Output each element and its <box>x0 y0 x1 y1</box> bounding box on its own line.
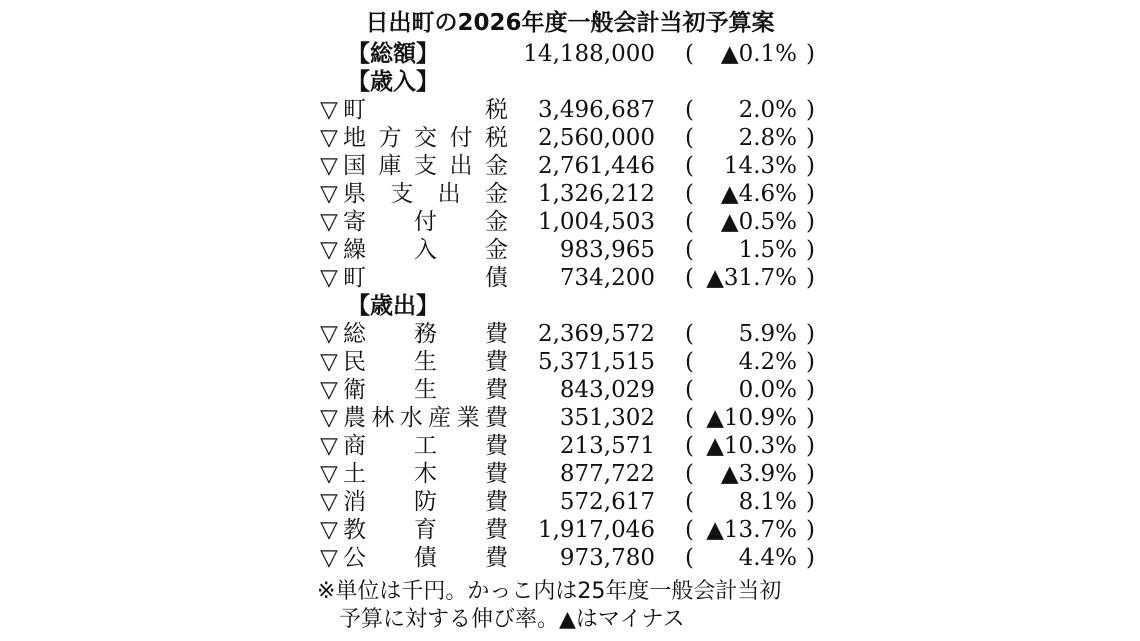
row-amount: 1,917,046 <box>537 517 655 543</box>
footnote-line-2: 予算に対する伸び率。▲はマイナス <box>317 607 685 632</box>
row-amount: 2,761,446 <box>537 153 655 179</box>
table-row: ▽ 町 税 3,496,687 ( 2.0% ) <box>305 96 835 124</box>
total-row: 【総額】 14,188,000 ( ▲0.1% ) <box>347 41 815 67</box>
row-change-value: 2.0% <box>738 97 797 123</box>
triangle-marker-icon: ▽ <box>320 461 338 487</box>
row-label: 総 務 費 <box>343 321 508 347</box>
table-row: ▽ 公 債 費 973,780 ( 4.4% ) <box>305 544 835 572</box>
row-amount: 843,029 <box>559 377 655 403</box>
table-row: ▽ 町 債 734,200 ( ▲31.7% ) <box>305 264 835 292</box>
triangle-marker-icon: ▽ <box>320 97 338 123</box>
triangle-marker-icon: ▽ <box>320 153 338 179</box>
row-label: 町 債 <box>343 265 508 291</box>
table-row: ▽ 教 育 費 1,917,046 ( ▲13.7% ) <box>305 516 835 544</box>
table-row: ▽ 寄 付 金 1,004,503 ( ▲0.5% ) <box>305 208 835 236</box>
row-change-value: ▲10.3% <box>706 433 797 459</box>
footnote-line-1: ※単位は千円。かっこ内は25年度一般会計当初 <box>317 579 782 604</box>
triangle-marker-icon: ▽ <box>320 489 338 515</box>
row-amount: 1,326,212 <box>537 181 655 207</box>
page-title: 日出町の2026年度一般会計当初予算案 <box>365 10 775 36</box>
row-amount: 2,560,000 <box>537 125 655 151</box>
row-amount: 983,965 <box>559 237 655 263</box>
expenditure-header: 【歳出】 <box>347 293 439 319</box>
row-label: 県 支 出 金 <box>343 181 508 207</box>
revenue-header-row <box>305 68 835 96</box>
row-change-value: 0.0% <box>738 377 797 403</box>
table-row: ▽ 国 庫 支 出 金 2,761,446 ( 14.3% ) <box>305 152 835 180</box>
table-row: ▽ 総 務 費 2,369,572 ( 5.9% ) <box>305 320 835 348</box>
triangle-marker-icon: ▽ <box>320 181 338 207</box>
row-amount: 734,200 <box>559 265 655 291</box>
row-amount: 877,722 <box>559 461 655 487</box>
row-amount: 572,617 <box>559 489 655 515</box>
triangle-marker-icon: ▽ <box>320 125 338 151</box>
row-label: 商 工 費 <box>343 433 508 459</box>
table-row: ▽ 商 工 費 213,571 ( ▲10.3% ) <box>305 432 835 460</box>
table-row: ▽ 消 防 費 572,617 ( 8.1% ) <box>305 488 835 516</box>
expenditure-header-row <box>305 292 835 320</box>
row-label: 寄 付 金 <box>343 209 508 235</box>
table-row: ▽ 県 支 出 金 1,326,212 ( ▲4.6% ) <box>305 180 835 208</box>
row-label: 地 方 交 付 税 <box>343 125 508 151</box>
row-label: 公 債 費 <box>343 545 508 571</box>
triangle-marker-icon: ▽ <box>320 265 338 291</box>
triangle-marker-icon: ▽ <box>320 405 338 431</box>
row-label: 教 育 費 <box>343 517 508 543</box>
table-row: ▽ 農 林 水 産 業 費 351,302 ( ▲10.9% ) <box>305 404 835 432</box>
triangle-marker-icon: ▽ <box>320 433 338 459</box>
triangle-marker-icon: ▽ <box>320 517 338 543</box>
row-label: 衛 生 費 <box>343 377 508 403</box>
triangle-marker-icon: ▽ <box>320 209 338 235</box>
row-amount: 1,004,503 <box>537 209 655 235</box>
revenue-header: 【歳入】 <box>347 69 439 95</box>
total-amount: 14,188,000 <box>523 41 655 67</box>
row-label: 国 庫 支 出 金 <box>343 153 508 179</box>
table-row: ▽ 民 生 費 5,371,515 ( 4.2% ) <box>305 348 835 376</box>
row-change-value: ▲10.9% <box>706 405 797 431</box>
row-change-value: 5.9% <box>738 321 797 347</box>
table-row: ▽ 繰 入 金 983,965 ( 1.5% ) <box>305 236 835 264</box>
row-change-value: 8.1% <box>738 489 797 515</box>
row-label: 繰 入 金 <box>343 237 508 263</box>
triangle-marker-icon: ▽ <box>320 377 338 403</box>
row-change-value: 4.4% <box>738 545 797 571</box>
budget-table <box>305 0 835 641</box>
row-change-value: 2.8% <box>738 125 797 151</box>
row-amount: 2,369,572 <box>537 321 655 347</box>
row-amount: 973,780 <box>559 545 655 571</box>
triangle-marker-icon: ▽ <box>320 545 338 571</box>
triangle-marker-icon: ▽ <box>320 321 338 347</box>
row-change-value: ▲13.7% <box>706 517 797 543</box>
row-amount: 3,496,687 <box>537 97 655 123</box>
triangle-marker-icon: ▽ <box>320 349 338 375</box>
row-label: 民 生 費 <box>343 349 508 375</box>
row-change-value: ▲31.7% <box>706 265 797 291</box>
row-change-value: 14.3% <box>723 153 797 179</box>
total-change-value: ▲0.1% <box>720 41 797 67</box>
row-amount: 5,371,515 <box>537 349 655 375</box>
row-change-value: ▲0.5% <box>720 209 797 235</box>
triangle-marker-icon: ▽ <box>320 237 338 263</box>
row-label: 町 税 <box>343 97 508 123</box>
total-label: 【総額】 <box>347 41 439 67</box>
row-change-value: 1.5% <box>738 237 797 263</box>
row-amount: 213,571 <box>559 433 655 459</box>
table-row: ▽ 衛 生 費 843,029 ( 0.0% ) <box>305 376 835 404</box>
row-label: 消 防 費 <box>343 489 508 515</box>
row-change-value: ▲3.9% <box>720 461 797 487</box>
table-row: ▽ 土 木 費 877,722 ( ▲3.9% ) <box>305 460 835 488</box>
row-label: 農 林 水 産 業 費 <box>343 405 508 431</box>
row-change-value: 4.2% <box>738 349 797 375</box>
table-row: ▽ 地 方 交 付 税 2,560,000 ( 2.8% ) <box>305 124 835 152</box>
row-amount: 351,302 <box>559 405 655 431</box>
row-change-value: ▲4.6% <box>720 181 797 207</box>
row-label: 土 木 費 <box>343 461 508 487</box>
